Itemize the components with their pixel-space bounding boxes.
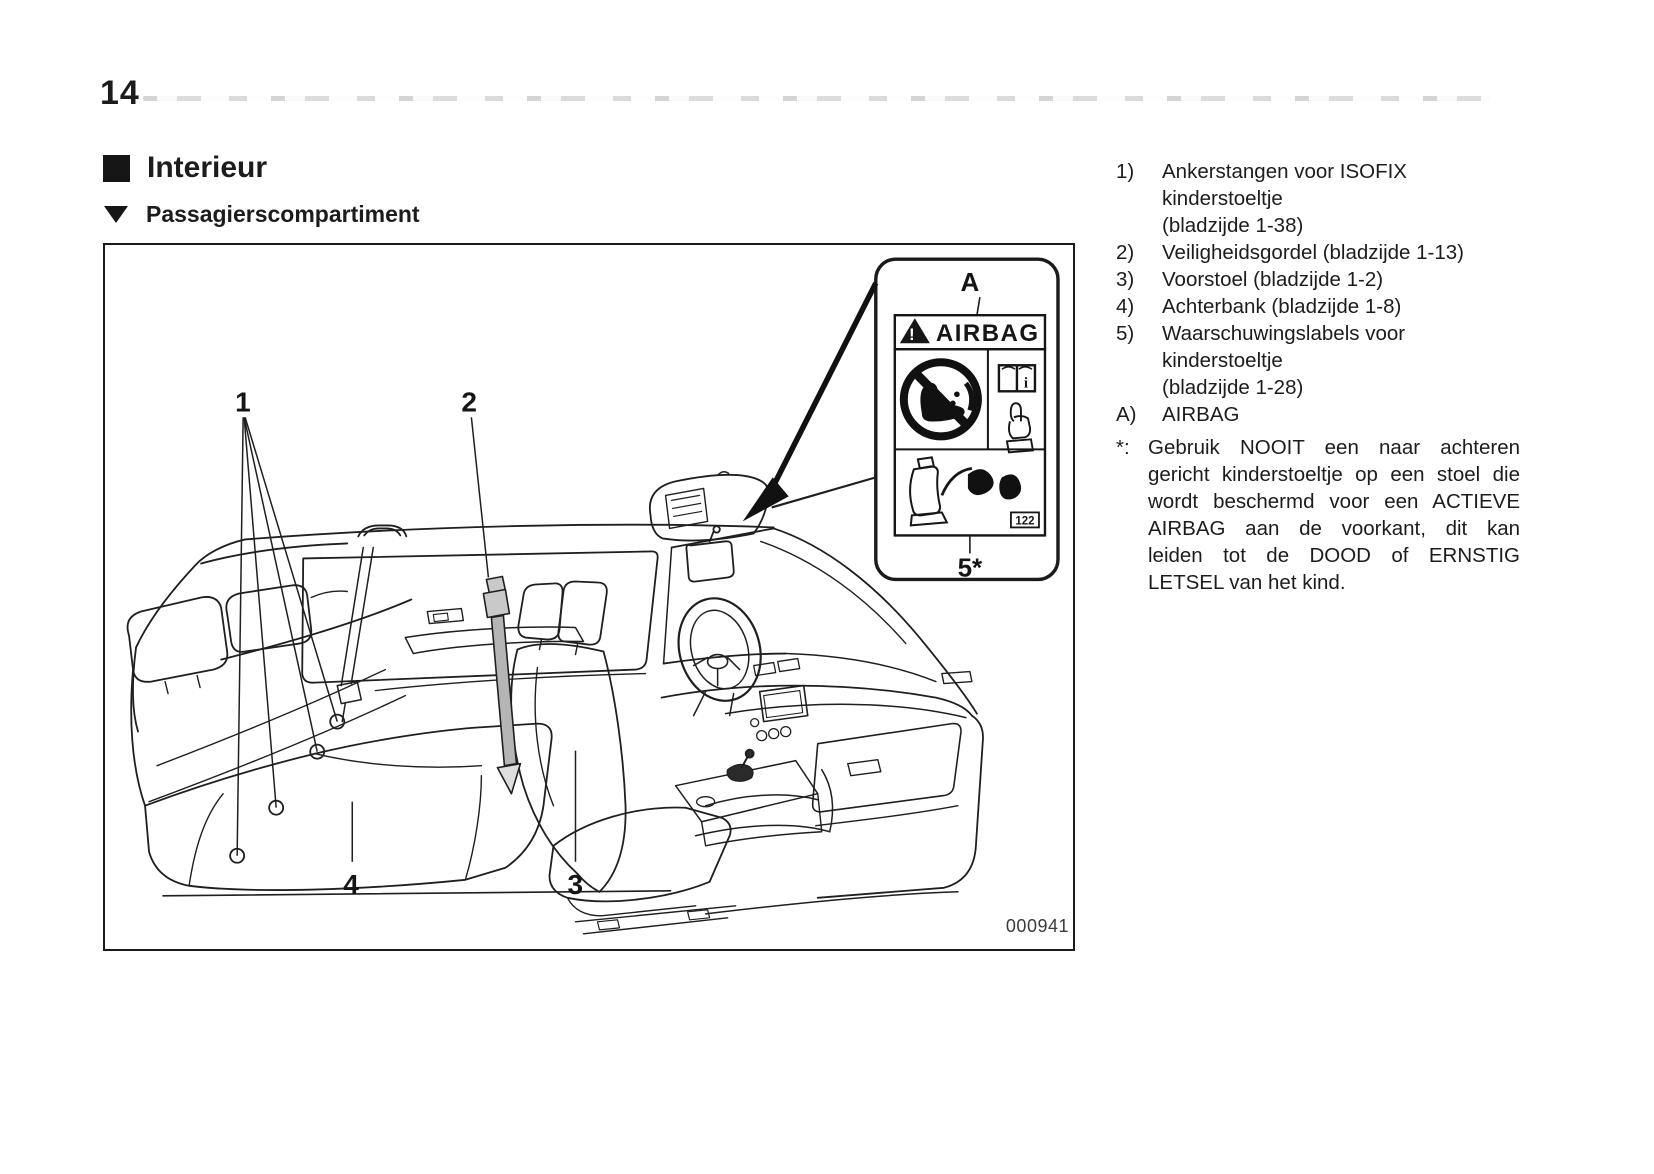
legend-text: Achterbank (bladzijde 1-8) — [1162, 295, 1402, 318]
footnote-line: Gebruik NOOIT een naar achteren — [1148, 436, 1520, 459]
section-title: Interieur — [147, 151, 268, 184]
pointer-wedge-upper — [774, 283, 876, 485]
airbag-label-callout — [743, 259, 1058, 579]
figure-frame — [103, 243, 1075, 951]
section-square-bullet — [103, 155, 130, 182]
passenger-compartment-illustration — [105, 245, 1073, 949]
triangle-bullet-icon — [104, 206, 128, 223]
section-heading — [103, 151, 267, 185]
legend-text: AIRBAG — [1162, 403, 1240, 426]
label-number-badge: 122 — [1015, 515, 1035, 528]
legend-text-wrap: (bladzijde 1-28) — [1162, 376, 1304, 399]
legend-text-wrap: (bladzijde 1-38) — [1162, 214, 1304, 237]
pointer-wedge-lower — [772, 477, 876, 507]
hanging-seat-belt — [483, 576, 520, 793]
legend — [1116, 158, 1520, 596]
legend-num: 2) — [1116, 241, 1135, 264]
legend-text: Veiligheidsgordel (bladzijde 1-13) — [1162, 241, 1464, 264]
legend-num: 3) — [1116, 268, 1135, 291]
legend-text: Voorstoel (bladzijde 1-2) — [1162, 268, 1384, 291]
legend-num: 5) — [1116, 322, 1135, 345]
header-rule — [143, 96, 1490, 101]
legend-item-1 — [1116, 158, 1520, 239]
subsection-heading — [104, 201, 420, 228]
callout-4: 4 — [343, 868, 359, 900]
legend-num: 4) — [1116, 295, 1135, 318]
warning-exclamation: ! — [908, 325, 915, 345]
legend-item-3 — [1116, 266, 1520, 293]
legend-item-2 — [1116, 239, 1520, 266]
airbag-label-title: AIRBAG — [935, 320, 1040, 348]
callout-A: A — [960, 267, 980, 298]
footnote-line: gericht kinderstoeltje op een stoel die — [1148, 463, 1520, 486]
car-interior-line-art — [128, 472, 983, 934]
legend-num: 1) — [1116, 160, 1135, 183]
callout-3: 3 — [567, 868, 584, 900]
legend-item-4 — [1116, 293, 1520, 320]
footnote-line: wordt beschermd voor een ACTIEVE — [1148, 490, 1520, 513]
page-number: 14 — [100, 74, 140, 112]
figure-code: 000941 — [1005, 915, 1070, 936]
legend-item-5 — [1116, 320, 1520, 401]
subsection-title: Passagierscompartiment — [146, 201, 420, 227]
footnote-line: AIRBAG aan de voorkant, dit kan — [1148, 517, 1520, 540]
footnote-line: LETSEL van het kind. — [1148, 571, 1346, 594]
legend-item-A — [1116, 401, 1520, 428]
legend-num: A) — [1116, 403, 1137, 426]
callout-1: 1 — [235, 386, 251, 418]
callout-5: 5* — [957, 552, 983, 583]
callout-2: 2 — [461, 386, 477, 418]
legend-text: Waarschuwingslabels voor kinderstoeltje — [1162, 322, 1406, 372]
book-i-mark: i — [1023, 375, 1029, 392]
footnote-marker: *: — [1116, 436, 1130, 459]
footnote-line: leiden tot de DOOD of ERNSTIG — [1148, 544, 1520, 567]
footnote — [1116, 434, 1520, 596]
legend-text: Ankerstangen voor ISOFIX kinderstoeltje — [1162, 160, 1407, 210]
